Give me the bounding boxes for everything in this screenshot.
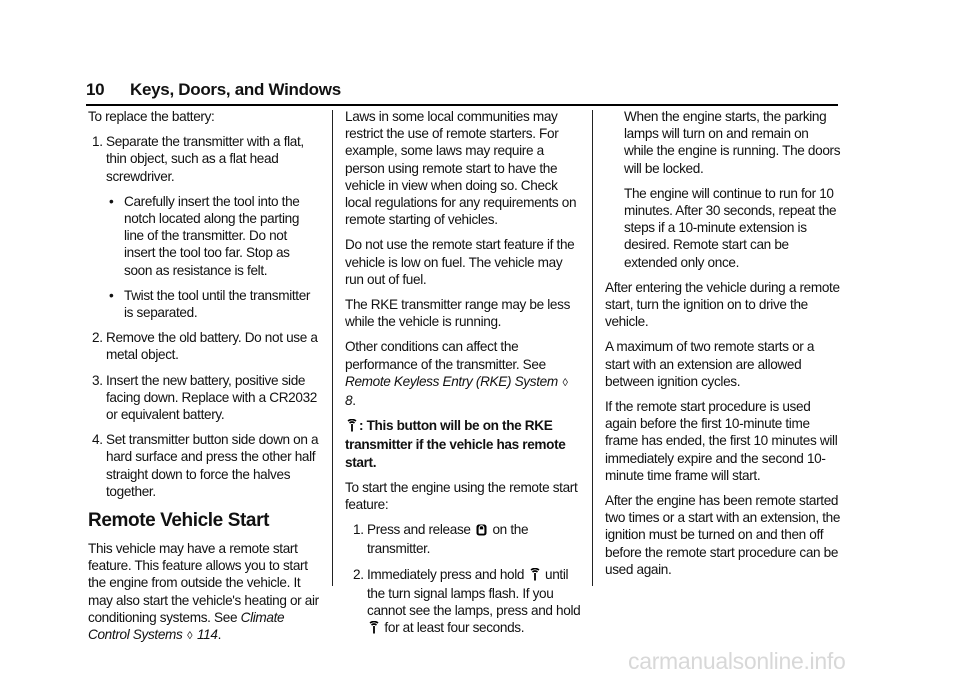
section-title: Keys, Doors, and Windows	[130, 80, 341, 99]
repeat-procedure-paragraph: If the remote start procedure is used again before the first 10-minute time frame has ended, the first 10 minutes will immediately expire and the second 10-minute time frame will start.	[605, 399, 838, 483]
remote-start-icon	[347, 419, 357, 436]
engine-starts-paragraph: When the engine starts, the parking lamps will turn on and remain on while the engine is running. The doors will be locked.	[624, 109, 841, 176]
xref-page-114[interactable]: 114	[196, 627, 218, 643]
start-step-1: 1. Press and release on the transmitter.	[353, 522, 529, 557]
maximum-starts-paragraph: A maximum of two remote starts or a start with an extension are allowed between ignition cycles.	[605, 339, 815, 389]
start-step-2: 2. Immediately press and hold until the turn signal lamps flash. If you cannot see the lamps, press and hold for at least four seconds.	[353, 566, 581, 639]
run-time-paragraph: The engine will continue to run for 10 minutes. After 30 seconds, repeat the steps if a 10-minute extension is desired. Remote start can be extended only once.	[624, 185, 837, 270]
battery-step-2: 2. Remove the old battery. Do not use a metal object.	[92, 330, 318, 363]
column-divider-2	[592, 110, 593, 586]
xref-rke-system[interactable]: Remote Keyless Entry (RKE) System	[345, 373, 558, 389]
column-1	[88, 108, 320, 653]
remote-start-icon	[530, 568, 540, 585]
remote-start-icon	[369, 621, 379, 638]
range-paragraph: The RKE transmitter range may be less while the vehicle is running.	[345, 297, 571, 330]
lock-icon	[476, 523, 487, 540]
battery-steps	[92, 133, 320, 500]
start-instructions-intro: To start the engine using the remote start feature:	[345, 479, 578, 513]
battery-step-1-bullet-2: • Twist the tool until the transmitter is separated.	[109, 287, 311, 321]
bullet-icon: •	[109, 287, 114, 303]
after-two-starts-paragraph: After the engine has been remote started two times or a start with an extension, the ignition must be turned on and then off before the remote start procedure can be used again.	[605, 493, 841, 577]
xref-climate-control[interactable]: Climate Control Systems	[88, 609, 285, 643]
page-header	[86, 80, 838, 106]
laws-paragraph: Laws in some local communities may restrict the use of remote starters. For example, some laws may require a person using remote start to have the vehicle in view when doing so. Check local regulations for any requirements on remote starting of vehicles.	[345, 109, 577, 228]
watermark: carmanualsonline.info	[628, 648, 846, 674]
battery-step-4: 4. Set transmitter button side down on a hard surface and press the other half straight down to force the halves together.	[92, 432, 319, 499]
bullet-icon: •	[109, 193, 114, 209]
page-number: 10	[86, 80, 105, 99]
column-3	[605, 108, 841, 586]
start-steps	[353, 521, 581, 638]
column-divider-1	[332, 110, 333, 586]
entering-vehicle-paragraph: After entering the vehicle during a remote start, turn the ignition on to drive the vehicle.	[605, 279, 840, 330]
battery-step-3: 3. Insert the new battery, positive side facing down. Replace with a CR2032 or equivalent battery.	[92, 372, 318, 423]
battery-step-1-bullet-1: • Carefully insert the tool into the notch located along the parting line of the transmitter. Do not insert the tool too far. Stop as soon as resistance is felt.	[109, 193, 300, 278]
conditions-paragraph: Other conditions can affect the performance of the transmitter. See Remote Keyless Entry (RKE) System ◊ 8.	[345, 339, 568, 409]
remote-button-paragraph: : This button will be on the RKE transmitter if the vehicle has remote start.	[345, 418, 566, 470]
section-heading-remote-start: Remote Vehicle Start	[88, 510, 270, 532]
fuel-paragraph: Do not use the remote start feature if the vehicle is low on fuel. The vehicle may run out of fuel.	[345, 237, 575, 287]
xref-page-8[interactable]: 8	[345, 393, 353, 409]
battery-intro: To replace the battery:	[88, 109, 215, 124]
page-reference-icon: ◊	[559, 376, 568, 389]
column-2	[345, 108, 581, 646]
page-reference-icon: ◊	[184, 630, 195, 643]
remote-start-intro: This vehicle may have a remote start feature. This feature allows you to start the engine from outside the vehicle. It may also start the vehicle's heating or air conditioning systems. See Climate Control Systems ◊ 114.	[88, 541, 319, 643]
battery-step-1: 1. Separate the transmitter with a flat, thin object, such as a flat head screwdriver.	[92, 134, 304, 184]
